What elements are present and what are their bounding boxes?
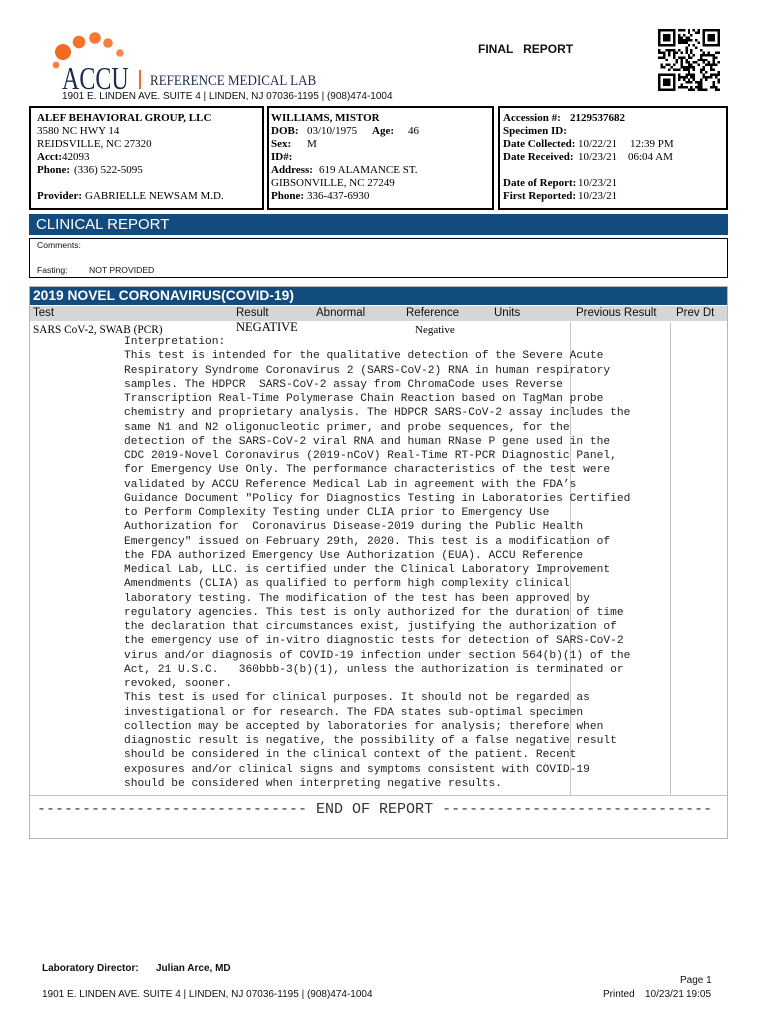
interpretation-line: should be considered when interpreting negative results. [124, 777, 503, 790]
patient-phone-row [271, 190, 492, 203]
first-reported-label: First Reported: [503, 190, 577, 202]
reference-cell: Negative [415, 324, 455, 336]
age-label: Age: [372, 125, 394, 137]
client-phone-label: Phone: [37, 164, 70, 176]
interpretation-line: Guidance Document "Policy for Diagnostics Testing in Laboratories Certified [124, 492, 631, 505]
interpretation-line: collection may be accepted by laboratories for analysis; therefore when [124, 720, 604, 733]
interpretation-line: revoked, sooner. [124, 678, 233, 690]
interpretation-line: laboratory testing. The modification of the test has been approved by [124, 592, 590, 605]
interpretation-line: should be considered in the clinical context of the patient. Recent [124, 749, 577, 762]
report-date-label: Date of Report: [503, 177, 577, 189]
interpretation-line: This test is used for clinical purposes. It should not be regarded as [124, 692, 590, 705]
column-header-reference: Reference [406, 307, 460, 319]
column-header-result: Result [236, 307, 269, 319]
collected-label: Date Collected: [503, 138, 576, 150]
received-date: 10/23/21 [578, 151, 618, 163]
printed-label: Printed [603, 989, 635, 1000]
collected-row [503, 138, 726, 151]
patient-address-label: Address: [271, 164, 313, 176]
client-address-line1: 3580 NC HWY 14 [37, 125, 120, 137]
age-value: 46 [408, 125, 419, 137]
blank-row [37, 177, 262, 190]
panel-title: 2019 NOVEL CORONAVIRUS(COVID-19) [30, 287, 727, 305]
interpretation-heading: Interpretation: [124, 336, 226, 348]
column-divider [670, 322, 671, 795]
interpretation-line: investigational or for research. The FDA states sub-optimal specimen [124, 706, 584, 719]
report-date-value: 10/23/21 [578, 177, 618, 189]
column-header-previous-result: Previous Result [576, 307, 657, 319]
interpretation-line: for Emergency Use Only. The performance characteristics of the test were [124, 464, 611, 477]
printed-date: 10/23/21 [645, 989, 684, 1000]
director-name: Julian Arce, MD [156, 963, 231, 974]
report-date-row [503, 177, 726, 190]
interpretation-line: same N1 and N2 oligonucleotic primer, and probe sequences, for the [124, 421, 570, 434]
first-reported-value: 10/23/21 [578, 190, 618, 202]
dob-label: DOB: [271, 125, 299, 137]
test-name-cell: SARS CoV-2, SWAB (PCR) [33, 324, 163, 336]
client-name: ALEF BEHAVIORAL GROUP, LLC [37, 112, 212, 124]
dob-value: 03/10/1975 [307, 125, 358, 137]
client-address-line2: REIDSVILLE, NC 27320 [37, 138, 152, 150]
report-status-title: FINAL REPORT [478, 42, 574, 56]
interpretation-line: chemistry and proprietary analysis. The HDPCR SARS-CoV-2 assay includes the [124, 407, 631, 420]
column-header-abnormal: Abnormal [316, 307, 366, 319]
accession-value: 2129537682 [570, 112, 625, 124]
footer-address: 1901 E. LINDEN AVE. SUITE 4 | LINDEN, NJ 07036-1195 | (908)474-1004 [42, 989, 373, 1000]
specimen-info-box [498, 106, 728, 210]
interpretation-line: Act, 21 U.S.C. 360bbb-3(b)(1), unless the authorization is terminated or [124, 663, 624, 676]
end-separator-line [30, 795, 727, 796]
received-label: Date Received: [503, 151, 574, 163]
interpretation-line: the declaration that circumstances exist, justifying the authorization of [124, 621, 617, 633]
acct-label: Acct: [37, 151, 63, 163]
client-info-box [29, 106, 264, 210]
interpretation-line: Emergency" issued on February 29th, 2020. This test is a modification of [124, 535, 611, 548]
patient-phone-label: Phone: [271, 190, 304, 202]
accession-row [503, 112, 726, 125]
patient-name: WILLIAMS, MISTOR [271, 112, 380, 124]
client-phone-row [37, 164, 262, 177]
lab-subtitle: REFERENCE MEDICAL LAB [150, 73, 317, 89]
fasting-value: NOT PROVIDED [89, 265, 155, 275]
sex-value: M [307, 138, 317, 150]
fasting-label: Fasting: [37, 265, 68, 275]
patient-address-line2: GIBSONVILLE, NC 27249 [271, 177, 395, 189]
collected-date: 10/22/21 [578, 138, 618, 150]
column-header-prev-dt: Prev Dt [676, 307, 715, 319]
interpretation-line: virus and/or diagnosis of COVID-19 infection under section 564(b)(1) of the [124, 649, 631, 662]
interpretation-line: Medical Lab, LLC. is certified under the Clinical Laboratory Improvement [124, 564, 611, 576]
received-row [503, 151, 726, 164]
interpretation-block [124, 335, 630, 791]
specimen-id-row [503, 125, 726, 138]
client-account-row [37, 151, 262, 164]
accession-label: Accession #: [503, 112, 561, 124]
dob-age-row [271, 125, 492, 138]
provider-label: Provider: [37, 190, 83, 202]
comments-box [29, 238, 728, 278]
printed-time: 19:05 [686, 989, 712, 1000]
page-number: Page 1 [680, 975, 712, 986]
id-row [271, 151, 492, 164]
interpretation-line: Transcription Real-Time Polymerase Chain Reaction based on TagMan probe [124, 393, 604, 405]
clinical-report-bar: CLINICAL REPORT [29, 214, 728, 235]
end-of-report: ------------------------------ END OF REPORT ------------------------------ [37, 801, 713, 818]
results-panel [29, 286, 728, 839]
interpretation-line: to Perform Complexity Testing under CLIA prior to Emergency Use [124, 507, 550, 519]
result-cell: NEGATIVE [236, 320, 298, 334]
blank-row [503, 164, 726, 177]
comments-label: Comments: [37, 240, 81, 250]
table-header-row [30, 306, 727, 321]
specimen-id-label: Specimen ID: [503, 125, 567, 137]
interpretation-line: exposures and/or clinical signs and symptoms consistent with COVID-19 [124, 763, 590, 776]
patient-phone-value: 336-437-6930 [307, 190, 370, 202]
provider-row [37, 190, 262, 203]
id-label: ID#: [271, 151, 293, 163]
interpretation-line: Amendments (CLIA) as qualified to perform high complexity clinical [124, 578, 570, 591]
lab-logo-wordmark: ACCU [62, 60, 129, 96]
column-header-test: Test [33, 307, 55, 319]
interpretation-line: Respiratory Syndrome Coronavirus 2 (SARS-CoV-2) RNA in human respiratory [124, 364, 611, 377]
collected-time: 12:39 PM [630, 138, 674, 150]
interpretation-line: diagnostic result is negative, the possibility of a false negative result [124, 735, 617, 747]
lab-address: 1901 E. LINDEN AVE. SUITE 4 | LINDEN, NJ 07036-1195 | (908)474-1004 [62, 91, 393, 102]
interpretation-line: detection of the SARS-CoV-2 viral RNA and human RNase P gene used in the [124, 435, 611, 448]
column-header-units: Units [494, 307, 521, 319]
received-time: 06:04 AM [628, 151, 673, 163]
patient-address-row [271, 164, 492, 177]
patient-address-line1: 619 ALAMANCE ST. [319, 164, 418, 176]
provider-value: GABRIELLE NEWSAM M.D. [85, 190, 224, 202]
acct-value: 42093 [62, 151, 90, 163]
director-label: Laboratory Director: [42, 963, 139, 974]
interpretation-line: This test is intended for the qualitative detection of the Severe Acute [124, 350, 604, 363]
sex-label: Sex: [271, 138, 292, 150]
interpretation-line: CDC 2019-Novel Coronavirus (2019-nCoV) Real-Time RT-PCR Diagnostic Panel, [124, 450, 617, 462]
first-reported-row [503, 190, 726, 203]
logo-divider [139, 70, 141, 89]
interpretation-line: regulatory agencies. This test is only authorized for the duration of time [124, 606, 624, 619]
qr-code [658, 29, 720, 91]
client-phone-value: (336) 522-5095 [74, 164, 143, 176]
interpretation-line: Authorization for Coronavirus Disease-2019 during the Public Health [124, 521, 584, 534]
patient-info-box [267, 106, 494, 210]
sex-row [271, 138, 492, 151]
interpretation-line: the FDA authorized Emergency Use Authorization (EUA). ACCU Reference [124, 549, 584, 562]
interpretation-line: samples. The HDPCR SARS-CoV-2 assay from ChromaCode uses Reverse [124, 378, 563, 391]
interpretation-line: validated by ACCU Reference Medical Lab in agreement with the FDA’s [124, 478, 577, 491]
interpretation-line: the emergency use of in-vitro diagnostic tests for detection of SARS-CoV-2 [124, 635, 624, 648]
